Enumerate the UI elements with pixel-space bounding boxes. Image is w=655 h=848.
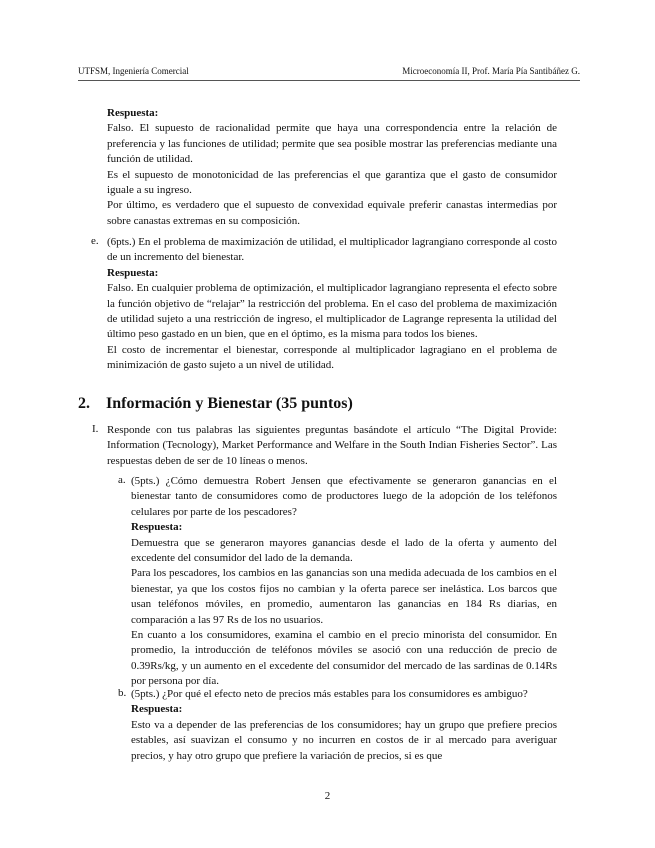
item-e [107, 235, 557, 374]
instruction-text: Responde con tus palabras las siguientes preguntas basándote el artículo “The Digital Provide: Information (Tecnology), Market Performance and Welfare in the South Indian Fisheries Sector”. Las respuestas deben de ser de 10 líneas o menos. [107, 424, 557, 467]
answer-label: Respuesta: [131, 521, 183, 534]
item-e-marker: e. [91, 235, 99, 247]
running-header-left: UTFSM, Ingeniería Comercial [78, 66, 189, 76]
answer-paragraph: Esto va a depender de las preferencias de los consumidores; hay un grupo que prefiere precios estables, así suavizan el consumo y no incurren en costos de ir al mercado para averiguar precios, y hay otro grupo que prefiere la variación de precios, si es que [131, 718, 557, 762]
item-a [131, 474, 557, 690]
question-text: (6pts.) En el problema de maximización de utilidad, el multiplicador lagrangiano corresponde al costo de un incremento del bienestar. [107, 236, 557, 264]
answer-paragraph: El costo de incrementar el bienestar, corresponde al multiplicador lagragiano en el problema de minimización de gasto sujeto a un nivel de utilidad. [107, 343, 557, 372]
answer-paragraph: Es el supuesto de monotonicidad de las preferencias el que garantiza que el gasto de consumidor iguale a su ingreso. [107, 168, 557, 197]
section-title: Información y Bienestar (35 puntos) [106, 395, 353, 412]
page-number: 2 [324, 790, 331, 802]
answer-label: Respuesta: [131, 703, 183, 716]
answer-paragraph: Por último, es verdadero que el supuesto de convexidad equivale preferir canastas intermedias por sobre canastas extremas en su composición. [107, 199, 557, 227]
item-d-answer [107, 106, 557, 229]
answer-paragraph: Para los pescadores, los cambios en las ganancias son una medida adecuada de los cambios en el bienestar, ya que los costos fijos no cambian y la oferta parece ser inelástica. Los barcos que usan teléfonos móviles, en promedio, aumentaron las ganancias en 184 Rs diarias, en comparación a las 97 Rs de los no usuarios. [131, 567, 557, 626]
answer-paragraph: Falso. El supuesto de racionalidad permite que haya una correspondencia entre la relación de preferencia y las funciones de utilidad; permite que sea posible mostrar las preferencias mediante una función de utilidad. [107, 122, 557, 166]
answer-label: Respuesta: [107, 266, 159, 279]
item-b-marker: b. [118, 687, 127, 699]
answer-paragraph: Falso. En cualquier problema de optimización, el multiplicador lagrangiano representa el efecto sobre la función objetivo de “relajar” la restricción del problema. En el caso del problema de maximización de utilidad sujeto a una restricción de ingreso, el multiplicador de Lagrange representa la utilidad del último peso gastado en un bien, que en el óptimo, es la misma para todos los bienes. [107, 282, 557, 341]
section-number: 2. [78, 395, 90, 412]
answer-paragraph: Demuestra que se generaron mayores ganancias desde el lado de la oferta y aumento del excedente del consumidor del lado de la demanda. [131, 536, 557, 565]
item-I [107, 423, 557, 469]
answer-label: Respuesta: [107, 107, 159, 119]
question-text: (5pts.) ¿Por qué el efecto neto de precios más estables para los consumidores es ambiguo? [131, 688, 528, 700]
header-rule [78, 80, 580, 81]
item-a-marker: a. [118, 474, 126, 486]
section-heading [78, 395, 353, 413]
answer-paragraph: En cuanto a los consumidores, examina el cambio en el precio minorista del consumidor. En promedio, la introducción de teléfonos móviles se asoció con una reducción de precio de 0.39Rs/kg, y un aumento en el excedente del consumidor del mercado de las sardinas de 0.14Rs por persona por día. [131, 629, 557, 688]
item-b [131, 687, 557, 764]
running-header-right: Microeconomía II, Prof. María Pía Santibáñez G. [402, 66, 580, 76]
question-text: (5pts.) ¿Cómo demuestra Robert Jensen que efectivamente se generaron ganancias en el bienestar tanto de consumidores como de productores luego de la adopción de los teléfonos celulares por parte de los pescadores? [131, 475, 557, 518]
item-I-marker: I. [92, 423, 99, 435]
